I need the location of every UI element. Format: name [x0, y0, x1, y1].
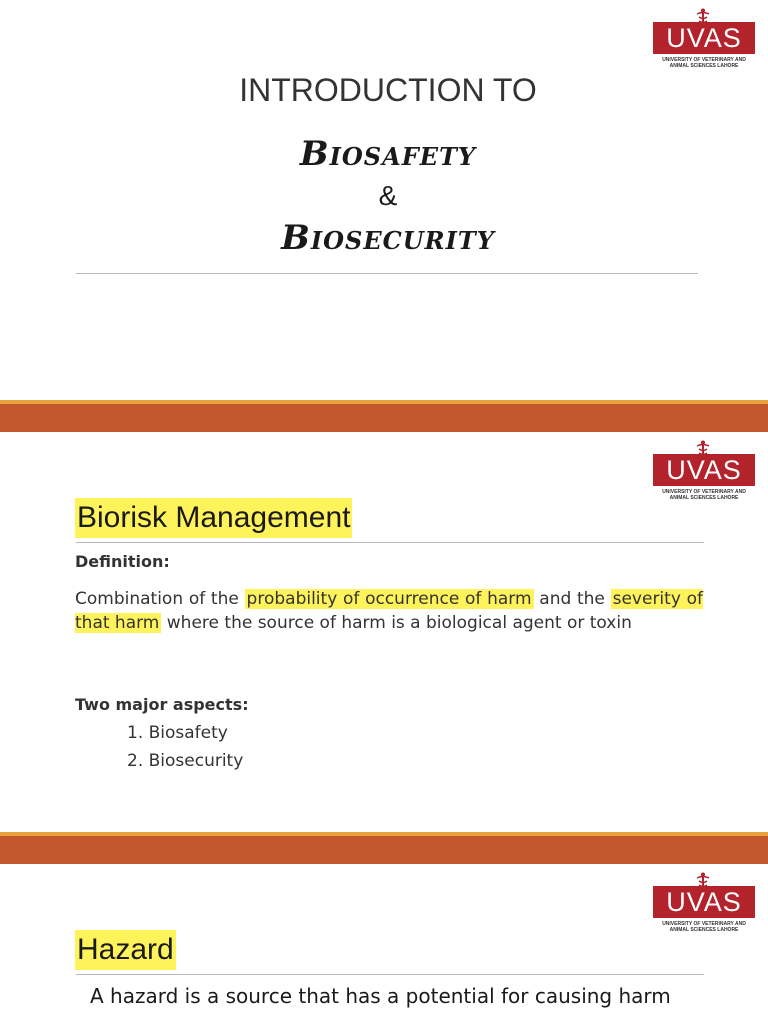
hazard-definition: A hazard is a source that has a potential for causing harm	[90, 984, 671, 1008]
uvas-logo	[653, 872, 757, 932]
logo-tagline	[653, 921, 755, 933]
slide-separator-band	[0, 400, 768, 432]
uvas-logo	[653, 8, 757, 68]
divider	[76, 273, 698, 274]
definition-text: where the source of harm is a biological agent or toxin	[166, 613, 632, 633]
logo-letters: UVAS	[666, 455, 742, 485]
separator-fill	[0, 404, 768, 432]
slide-biorisk	[0, 432, 768, 832]
slide-hazard	[0, 864, 768, 1024]
definition-text: and the	[539, 589, 605, 609]
logo-tagline	[653, 57, 755, 69]
logo-letters: UVAS	[666, 887, 742, 917]
highlight-severity: severity of that harm	[75, 589, 703, 633]
logo-tagline-line1: UNIVERSITY OF VETERINARY AND	[662, 489, 746, 495]
logo-tagline-line2: ANIMAL SCIENCES LAHORE	[669, 927, 739, 933]
logo-letters: UVAS	[666, 23, 742, 53]
logo-tagline-line2: ANIMAL SCIENCES LAHORE	[669, 63, 739, 69]
highlight-probability: probability of occurrence of harm	[246, 589, 532, 609]
slide-title: Biorisk Management	[75, 498, 352, 538]
aspect-item: 2. Biosecurity	[127, 751, 244, 771]
definition-label: Definition:	[75, 552, 170, 571]
divider	[76, 542, 704, 543]
slide-title: Hazard	[75, 930, 176, 970]
title-biosecurity: Biosecurity	[281, 218, 495, 258]
logo-tagline-line1: UNIVERSITY OF VETERINARY AND	[662, 57, 746, 63]
slide-intro	[0, 0, 768, 400]
title-biosafety: Biosafety	[299, 134, 477, 174]
divider	[76, 974, 704, 975]
intro-heading: INTRODUCTION TO	[239, 72, 537, 108]
definition-paragraph	[75, 587, 703, 635]
logo-tagline-line2: ANIMAL SCIENCES LAHORE	[669, 495, 739, 501]
separator-fill	[0, 836, 768, 864]
logo-tagline	[653, 489, 755, 501]
logo-tagline-line1: UNIVERSITY OF VETERINARY AND	[662, 921, 746, 927]
uvas-logo	[653, 440, 757, 500]
aspects-label: Two major aspects:	[75, 695, 249, 714]
definition-text: Combination of the	[75, 589, 239, 609]
slide-separator-band	[0, 832, 768, 864]
title-ampersand: &	[378, 180, 398, 211]
aspect-item: 1. Biosafety	[127, 723, 228, 743]
